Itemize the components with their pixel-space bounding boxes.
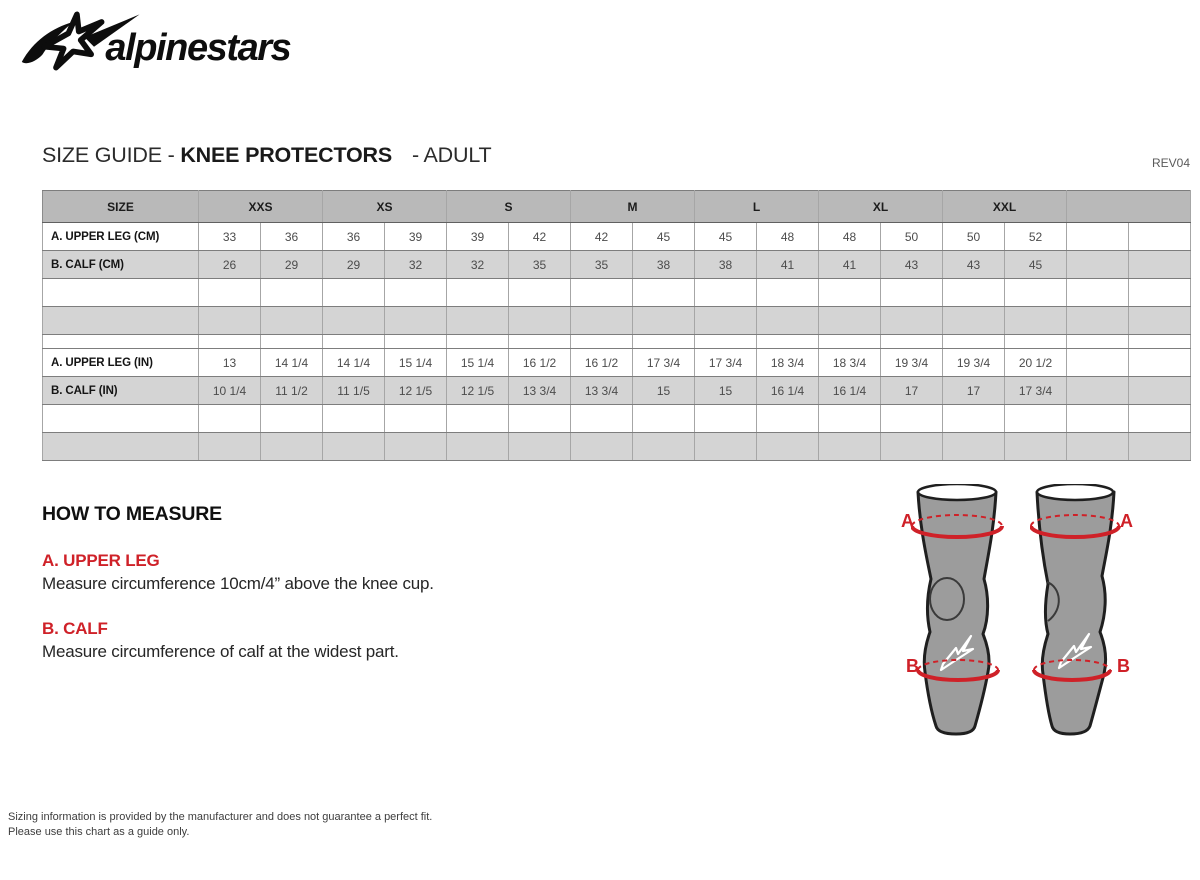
- size-group-header: L: [695, 191, 819, 223]
- empty-cell: [447, 433, 509, 461]
- size-value-cell: 18 3/4: [757, 349, 819, 377]
- size-value-cell: 18 3/4: [819, 349, 881, 377]
- empty-cell: [943, 433, 1005, 461]
- empty-cell: [881, 433, 943, 461]
- empty-cell: [571, 279, 633, 307]
- empty-cell: [943, 307, 1005, 335]
- empty-cell: [695, 279, 757, 307]
- empty-cell: [199, 335, 261, 349]
- how-to-measure-section: [42, 503, 602, 662]
- empty-cell: [757, 433, 819, 461]
- knee-sleeve-shape: [1037, 492, 1114, 734]
- empty-cell: [1005, 433, 1067, 461]
- size-value-cell: 42: [571, 223, 633, 251]
- size-value-cell: 33: [199, 223, 261, 251]
- size-value-cell: 32: [447, 251, 509, 279]
- empty-cell: [695, 307, 757, 335]
- marker-b-front: B: [906, 656, 919, 676]
- empty-cell: [943, 335, 1005, 349]
- empty-cell: [261, 335, 323, 349]
- size-value-cell: [1129, 349, 1191, 377]
- title-row: [42, 143, 1190, 173]
- empty-cell: [323, 335, 385, 349]
- empty-cell: [1129, 433, 1191, 461]
- alpinestars-logo: [18, 8, 303, 74]
- size-value-cell: 41: [819, 251, 881, 279]
- size-value-cell: [1129, 377, 1191, 405]
- size-value-cell: 48: [757, 223, 819, 251]
- size-value-cell: 10 1/4: [199, 377, 261, 405]
- empty-cell: [509, 405, 571, 433]
- title-product: KNEE PROTECTORS: [180, 143, 392, 167]
- measure-calf-label: B. CALF: [42, 619, 108, 638]
- empty-cell: [571, 307, 633, 335]
- empty-cell: [1067, 433, 1129, 461]
- row-label: [43, 433, 199, 461]
- size-value-cell: 16 1/4: [757, 377, 819, 405]
- empty-cell: [633, 335, 695, 349]
- disclaimer-line-1: Sizing information is provided by the manufacturer and does not guarantee a perfect fit.: [8, 811, 433, 823]
- size-value-cell: 14 1/4: [261, 349, 323, 377]
- empty-cell: [447, 307, 509, 335]
- revision-label: REV04: [1151, 156, 1190, 170]
- size-value-cell: 45: [633, 223, 695, 251]
- empty-cell: [385, 335, 447, 349]
- marker-b-side: B: [1117, 656, 1130, 676]
- row-label: B. CALF (CM): [43, 251, 199, 279]
- size-value-cell: 14 1/4: [323, 349, 385, 377]
- size-value-cell: 39: [447, 223, 509, 251]
- size-value-cell: 50: [881, 223, 943, 251]
- size-value-cell: 45: [695, 223, 757, 251]
- size-value-cell: 17 3/4: [695, 349, 757, 377]
- size-value-cell: 45: [1005, 251, 1067, 279]
- size-value-cell: 15: [633, 377, 695, 405]
- empty-cell: [199, 307, 261, 335]
- empty-cell: [261, 279, 323, 307]
- empty-cell: [385, 405, 447, 433]
- size-value-cell: [1067, 223, 1129, 251]
- row-label: [43, 307, 199, 335]
- empty-cell: [1005, 307, 1067, 335]
- knee-front-illustration: [911, 484, 1021, 744]
- size-value-cell: 17: [881, 377, 943, 405]
- empty-cell: [199, 279, 261, 307]
- empty-cell: [695, 335, 757, 349]
- disclaimer-line-2: Please use this chart as a guide only.: [8, 826, 190, 838]
- empty-cell: [261, 433, 323, 461]
- size-value-cell: 11 1/2: [261, 377, 323, 405]
- empty-cell: [1067, 335, 1129, 349]
- measure-calf-description: Measure circumference of calf at the widest part.: [42, 642, 399, 661]
- size-value-cell: 13: [199, 349, 261, 377]
- size-value-cell: 17: [943, 377, 1005, 405]
- size-value-cell: 38: [695, 251, 757, 279]
- size-value-cell: 11 1/5: [323, 377, 385, 405]
- size-value-cell: 16 1/2: [509, 349, 571, 377]
- empty-cell: [881, 405, 943, 433]
- size-group-header: XS: [323, 191, 447, 223]
- size-value-cell: 16 1/2: [571, 349, 633, 377]
- empty-cell: [633, 433, 695, 461]
- title-suffix: - ADULT: [412, 143, 492, 167]
- brand-wordmark: alpinestars: [105, 27, 291, 69]
- empty-cell: [571, 433, 633, 461]
- size-group-header: XXS: [199, 191, 323, 223]
- size-value-cell: 17 3/4: [633, 349, 695, 377]
- empty-cell: [819, 433, 881, 461]
- empty-cell: [1129, 405, 1191, 433]
- size-value-cell: 39: [385, 223, 447, 251]
- page-title: [42, 143, 1190, 168]
- size-value-cell: [1129, 223, 1191, 251]
- size-group-header: [1067, 191, 1191, 223]
- empty-cell: [1129, 279, 1191, 307]
- row-label: A. UPPER LEG (CM): [43, 223, 199, 251]
- size-value-cell: 42: [509, 223, 571, 251]
- empty-cell: [819, 307, 881, 335]
- empty-cell: [509, 279, 571, 307]
- size-table: [42, 190, 1191, 461]
- empty-cell: [323, 307, 385, 335]
- size-group-header: M: [571, 191, 695, 223]
- size-value-cell: 32: [385, 251, 447, 279]
- empty-cell: [757, 405, 819, 433]
- empty-cell: [199, 405, 261, 433]
- empty-cell: [1005, 405, 1067, 433]
- knee-sleeve-shape: [918, 492, 996, 734]
- empty-cell: [819, 279, 881, 307]
- empty-cell: [757, 307, 819, 335]
- size-value-cell: [1129, 251, 1191, 279]
- title-prefix: SIZE GUIDE -: [42, 143, 181, 167]
- empty-cell: [385, 433, 447, 461]
- row-label: [43, 405, 199, 433]
- size-group-header: XL: [819, 191, 943, 223]
- size-value-cell: 35: [509, 251, 571, 279]
- empty-cell: [1067, 279, 1129, 307]
- empty-cell: [943, 405, 1005, 433]
- empty-cell: [385, 279, 447, 307]
- empty-cell: [757, 335, 819, 349]
- size-value-cell: [1067, 349, 1129, 377]
- measure-upper-leg-label: A. UPPER LEG: [42, 551, 160, 570]
- empty-cell: [447, 335, 509, 349]
- empty-cell: [1005, 279, 1067, 307]
- size-value-cell: [1067, 251, 1129, 279]
- size-value-cell: 13 3/4: [509, 377, 571, 405]
- size-value-cell: 15 1/4: [447, 349, 509, 377]
- empty-cell: [881, 335, 943, 349]
- row-label: [43, 335, 199, 349]
- empty-cell: [199, 433, 261, 461]
- sleeve-opening: [1037, 484, 1113, 500]
- how-to-measure-title: HOW TO MEASURE: [42, 503, 222, 525]
- size-value-cell: 43: [943, 251, 1005, 279]
- empty-cell: [757, 279, 819, 307]
- size-group-header: S: [447, 191, 571, 223]
- marker-a-front: A: [901, 511, 914, 531]
- empty-cell: [1067, 405, 1129, 433]
- row-label: B. CALF (IN): [43, 377, 199, 405]
- empty-cell: [571, 335, 633, 349]
- empty-cell: [1129, 307, 1191, 335]
- empty-cell: [695, 433, 757, 461]
- size-value-cell: 52: [1005, 223, 1067, 251]
- empty-cell: [323, 405, 385, 433]
- empty-cell: [323, 433, 385, 461]
- size-table-header-cell: SIZE: [43, 191, 199, 223]
- size-value-cell: 15 1/4: [385, 349, 447, 377]
- size-group-header: XXL: [943, 191, 1067, 223]
- knee-illustrations: [893, 480, 1153, 752]
- empty-cell: [509, 433, 571, 461]
- empty-cell: [261, 307, 323, 335]
- size-value-cell: 41: [757, 251, 819, 279]
- empty-cell: [1129, 335, 1191, 349]
- empty-cell: [881, 307, 943, 335]
- measure-upper-leg-description: Measure circumference 10cm/4” above the knee cup.: [42, 574, 434, 593]
- size-value-cell: 16 1/4: [819, 377, 881, 405]
- size-value-cell: 35: [571, 251, 633, 279]
- empty-cell: [1067, 307, 1129, 335]
- marker-a-side: A: [1120, 511, 1133, 531]
- size-value-cell: 12 1/5: [385, 377, 447, 405]
- empty-cell: [881, 279, 943, 307]
- empty-cell: [323, 279, 385, 307]
- size-value-cell: 43: [881, 251, 943, 279]
- empty-cell: [633, 405, 695, 433]
- size-value-cell: 38: [633, 251, 695, 279]
- size-value-cell: 12 1/5: [447, 377, 509, 405]
- size-value-cell: 26: [199, 251, 261, 279]
- size-value-cell: 19 3/4: [881, 349, 943, 377]
- row-label: [43, 279, 199, 307]
- size-value-cell: 29: [261, 251, 323, 279]
- size-value-cell: [1067, 377, 1129, 405]
- size-value-cell: 50: [943, 223, 1005, 251]
- empty-cell: [819, 335, 881, 349]
- empty-cell: [571, 405, 633, 433]
- sleeve-opening: [918, 484, 996, 500]
- empty-cell: [385, 307, 447, 335]
- size-value-cell: 29: [323, 251, 385, 279]
- size-value-cell: 19 3/4: [943, 349, 1005, 377]
- empty-cell: [1005, 335, 1067, 349]
- empty-cell: [509, 307, 571, 335]
- empty-cell: [633, 307, 695, 335]
- size-value-cell: 20 1/2: [1005, 349, 1067, 377]
- empty-cell: [819, 405, 881, 433]
- disclaimer: [8, 810, 432, 840]
- empty-cell: [943, 279, 1005, 307]
- size-value-cell: 48: [819, 223, 881, 251]
- size-value-cell: 17 3/4: [1005, 377, 1067, 405]
- size-value-cell: 15: [695, 377, 757, 405]
- size-value-cell: 36: [261, 223, 323, 251]
- empty-cell: [509, 335, 571, 349]
- row-label: A. UPPER LEG (IN): [43, 349, 199, 377]
- empty-cell: [633, 279, 695, 307]
- size-value-cell: 36: [323, 223, 385, 251]
- empty-cell: [261, 405, 323, 433]
- size-value-cell: 13 3/4: [571, 377, 633, 405]
- empty-cell: [447, 279, 509, 307]
- empty-cell: [695, 405, 757, 433]
- empty-cell: [447, 405, 509, 433]
